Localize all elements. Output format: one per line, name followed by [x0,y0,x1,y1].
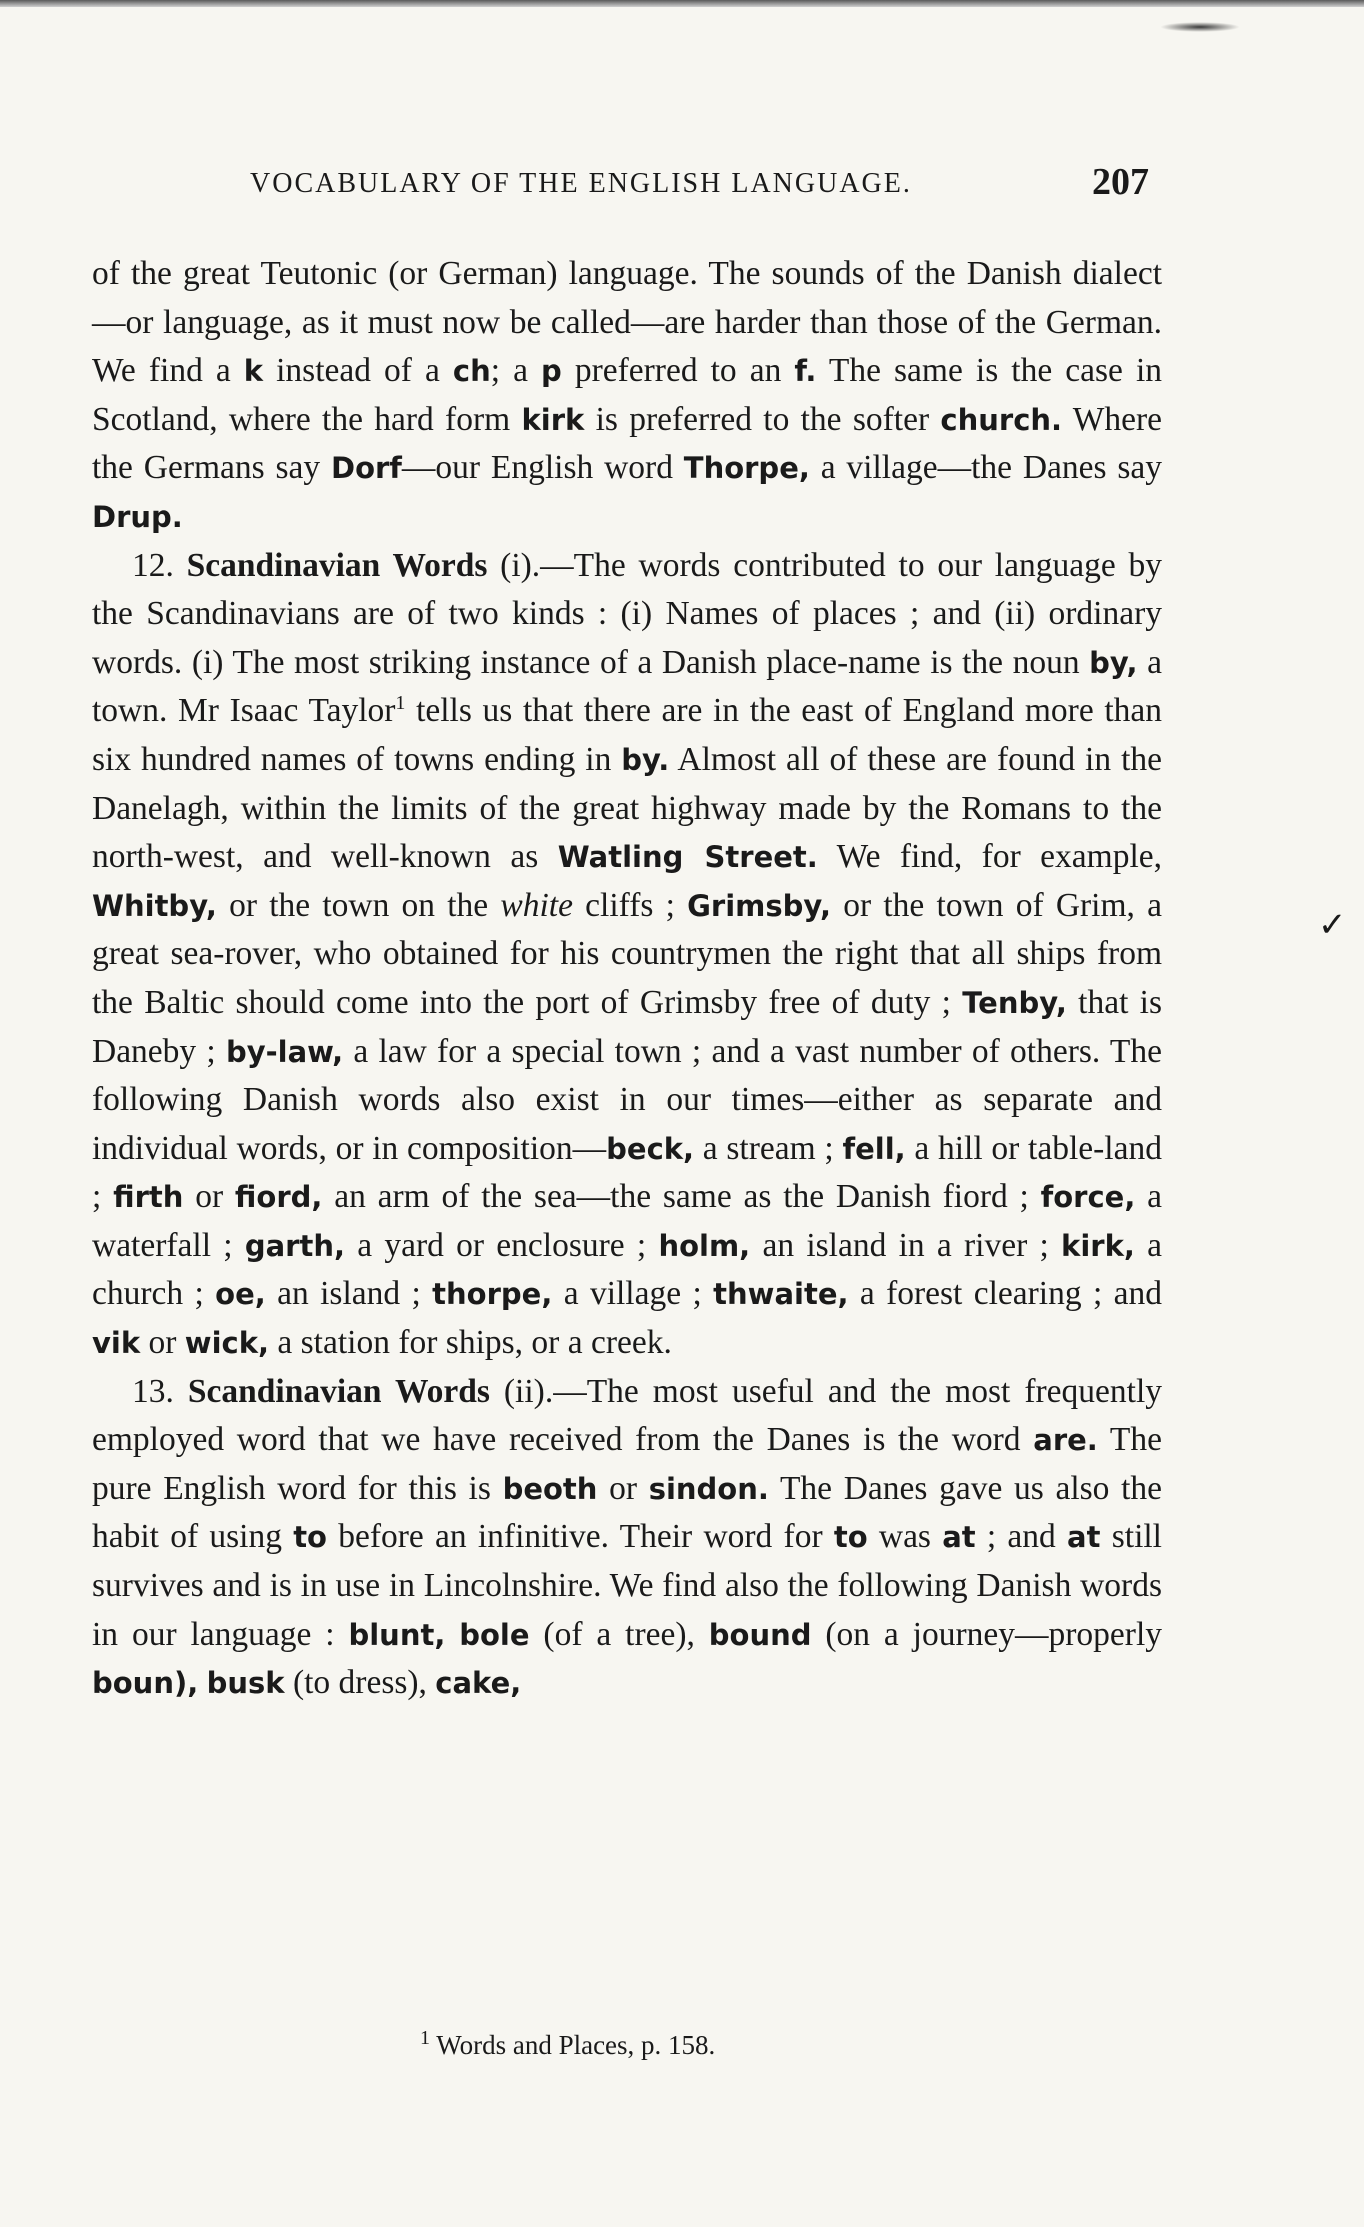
keyword: Dorf [331,451,402,486]
keyword: to [293,1520,327,1555]
text-run: or the town of Grim, a great sea-rover, who obtained for his countrymen the right that all ships from the Baltic should come into the port of Grimsby free of duty ; [92,886,1162,1021]
keyword: by. [621,742,670,777]
keyword: kirk, [1061,1228,1135,1263]
text-run: tells us that there are in the east of England more than six hundred names of towns ending in [92,692,1163,778]
text-run: (i).—The words contributed to our language by the Scandinavians are of two kinds : (i) Names of places ; and (ii) ordinary words. (i) The most striking instance of a Danish place-name is the noun [92,546,1162,681]
text-run: or [140,1324,185,1362]
text-run [445,1616,459,1653]
footnote [420,2027,716,2061]
keyword: bole [459,1617,530,1652]
italic-word: white [500,886,573,924]
text-run: The Danes gave us also the habit of using [92,1469,1163,1556]
text-run: We find, for example, [817,838,1163,876]
text-run: or [597,1469,649,1507]
section-heading: Scandinavian Words [186,546,488,584]
keyword: Grimsby, [687,888,832,923]
text-run: cliffs ; [572,886,688,924]
keyword: fiord, [234,1180,323,1215]
text-run: ; and [975,1518,1068,1556]
section-number: 13. [132,1372,174,1410]
text-run: of the great Teutonic (or German) language. The sounds of the Danish dialect—or language, as it must now be called—are harder than those of the German. We find a [92,255,1162,390]
keyword: p [541,354,562,389]
footnote-text: Words and Places, p. 158. [436,2030,716,2060]
keyword: garth, [244,1228,345,1263]
keyword: thwaite, [713,1277,849,1312]
page-number: 207 [1092,161,1149,203]
keyword: oe, [215,1277,266,1312]
keyword: k [243,354,264,389]
text-run: a stream ; [694,1129,843,1167]
keyword: Drup. [92,499,183,534]
text-run: Almost all of these are found in the Danelagh, within the limits of the great highway made by the Romans to the north-west, and well-known as [92,740,1162,876]
text-run [198,1664,206,1701]
text-run: an arm of the sea—the same as the Danish fiord ; [322,1178,1041,1216]
keyword: Thorpe, [683,451,810,486]
keyword: by-law, [225,1034,344,1069]
keyword: boun), [92,1666,199,1701]
section-heading: Scandinavian Words [187,1372,490,1410]
text-run: —our English word [401,449,684,487]
footnote-marker: 1 [420,2027,430,2049]
text-run: an island in a river ; [750,1226,1062,1264]
keyword: cake, [435,1666,522,1701]
keyword: are. [1033,1423,1098,1458]
text-run: a church ; [92,1226,1163,1313]
text-run: that is Daneby ; [92,983,1162,1070]
keyword: church. [940,402,1063,437]
keyword: by, [1089,645,1138,680]
text-run: was [867,1518,943,1556]
body-text [92,250,1162,1708]
keyword: firth [113,1180,184,1215]
text-run: preferred to an [561,352,795,390]
keyword: fell, [842,1131,906,1166]
section-13 [92,1368,1162,1708]
text-run: ; a [490,352,542,390]
margin-tick-mark: ✓ [1318,905,1347,945]
ink-smudge [1160,22,1240,32]
keyword: Watling Street. [557,840,818,875]
keyword: at [1067,1520,1101,1555]
text-run: or the town on the [216,886,501,924]
keyword: holm, [658,1228,751,1263]
keyword: ch [452,354,491,389]
text-run: (of a tree), [529,1615,709,1653]
keyword: to [833,1520,868,1555]
keyword: Whitby, [92,888,217,923]
text-run: a town. Mr Isaac Taylor [92,643,1162,730]
text-run: a hill or table-land ; [92,1129,1162,1216]
text-run: instead of a [263,352,453,390]
keyword: Tenby, [962,985,1067,1020]
keyword: beck, [606,1131,695,1166]
keyword: wick, [184,1326,270,1361]
keyword: sindon. [648,1471,769,1506]
keyword: bound [708,1617,812,1652]
paragraph-continued [92,250,1162,542]
text-run: (to dress), [284,1664,436,1702]
text-run: a law for a special town ; and a vast number of others. The following Danish words also exist in our times—either as separate and individual words, or in composition— [92,1032,1162,1167]
text-run: still survives and is in use in Lincolnshire. We find also the following Danish words in our language : [92,1518,1162,1653]
section-12 [92,542,1162,1368]
keyword: force, [1040,1180,1136,1215]
text-run: a yard or enclosure ; [345,1226,659,1264]
text-run: an island ; [265,1275,433,1313]
keyword: at [942,1520,976,1555]
section-number: 12. [132,546,174,584]
text-run: a station for ships, or a creek. [269,1324,672,1362]
keyword: thorpe, [432,1277,553,1312]
text-run: or [183,1178,235,1216]
text-run: (on a journey—properly [811,1615,1163,1653]
keyword: f. [794,354,817,389]
text-run: is preferred to the softer [584,400,941,438]
keyword: vik [92,1326,141,1361]
text-run: a village—the Danes say [809,449,1163,487]
text-run: Where the Germans say [92,400,1162,487]
text-run: (ii).—The most useful and the most frequently employed word that we have received from the Danes is the word [92,1372,1163,1459]
keyword: busk [206,1666,285,1701]
scan-edge [0,0,1364,7]
text-run: a waterfall ; [92,1178,1163,1264]
text-run: The pure English word for this is [92,1421,1162,1507]
keyword: blunt, [348,1617,446,1652]
footnote-reference: 1 [395,692,406,715]
text-run: The same is the case in Scotland, where the hard form [92,352,1162,438]
running-title: VOCABULARY OF THE ENGLISH LANGUAGE. [250,168,912,199]
keyword: beoth [502,1471,598,1506]
text-run: a village ; [552,1275,714,1313]
text-run: a forest clearing ; and [848,1275,1162,1313]
keyword: kirk [521,402,585,437]
text-run: before an infinitive. Their word for [326,1518,834,1556]
